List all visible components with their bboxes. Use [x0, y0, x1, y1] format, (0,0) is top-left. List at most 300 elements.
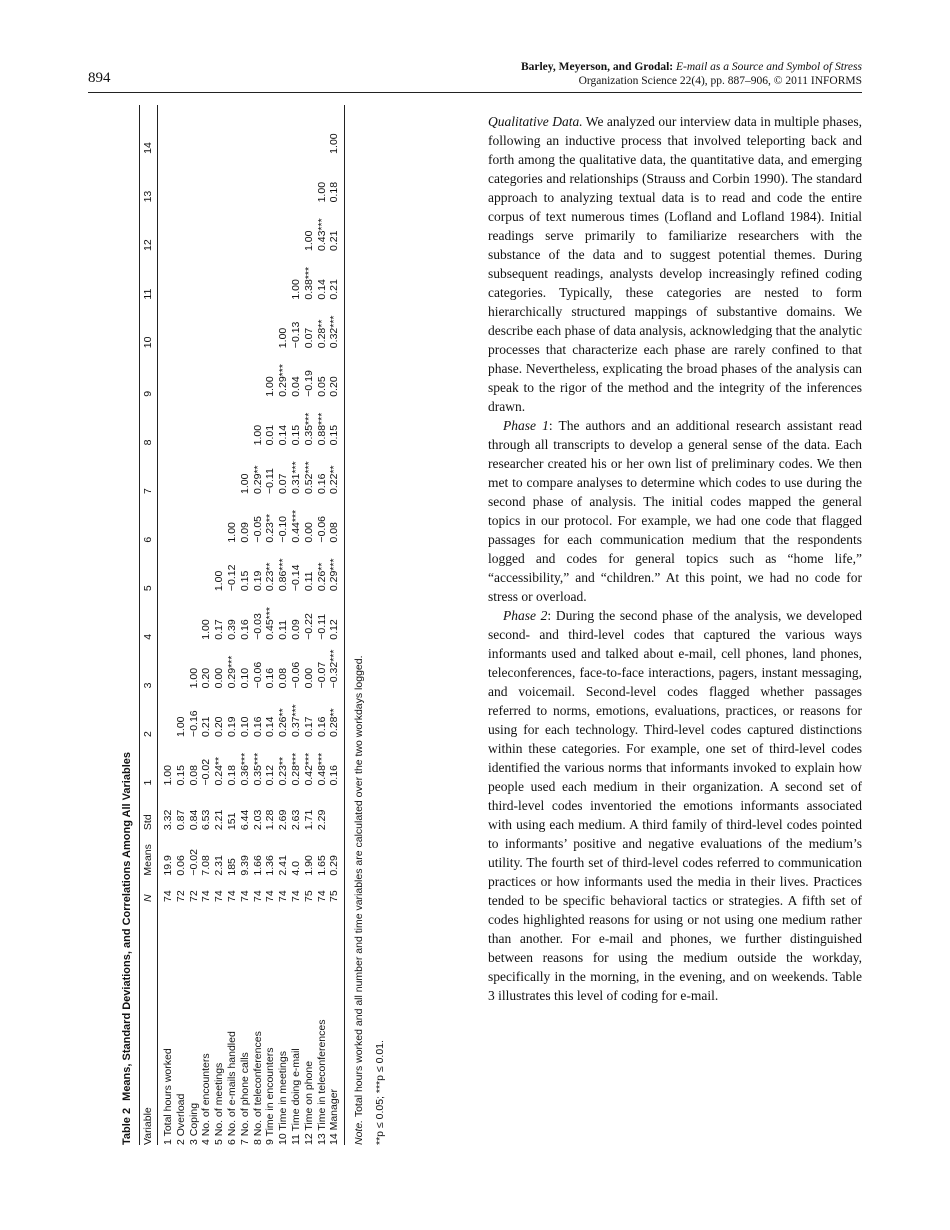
std-cell: 1.28: [264, 809, 277, 831]
corr-cell: [200, 300, 213, 349]
std-cell: 6.44: [238, 809, 251, 831]
corr-cell: [264, 251, 277, 300]
corr-cell: 0.38***: [302, 266, 315, 300]
corr-cell: [277, 105, 290, 154]
corr-cell: 0.28**: [315, 319, 328, 349]
corr-cell: 0.20: [200, 667, 213, 689]
corr-cell: [200, 105, 213, 154]
corr-cell: 1.00: [264, 376, 277, 397]
table-row: [264, 105, 277, 1145]
mean-cell: 1.66: [251, 855, 264, 876]
variable-cell: 10 Time in meetings: [277, 1051, 290, 1145]
table-row: [328, 105, 344, 1145]
corr-cell: [188, 251, 201, 300]
corr-cell: −0.06: [289, 661, 302, 689]
corr-cell: −0.02: [200, 758, 213, 786]
corr-cell: [158, 591, 175, 640]
mean-cell: 7.08: [200, 855, 213, 876]
corr-cell: 0.52***: [302, 461, 315, 494]
corr-cell: [175, 202, 188, 251]
corr-cell: 0.24**: [213, 756, 226, 786]
mean-cell: 1.90: [302, 855, 315, 876]
n-cell: 74: [289, 890, 302, 902]
corr-cell: −0.19: [302, 370, 315, 397]
correlation-table: [139, 105, 345, 1145]
table-note: [352, 105, 366, 1145]
corr-cell: 0.35***: [302, 412, 315, 446]
corr-cell: −0.11: [264, 468, 277, 494]
para1-text: We analyzed our interview data in multiple phases, following an inductive process that involved teleporting back and forth among the qualitative data, the quantitative data, and emerging categories and relationships (Strauss and Corbin 1990). The standard approach to analyzing textual data is to read and code the entire corpus of text numerous times (Lofland and Lofland 1984). Initial readings serve primarily to familiarize researchers with the substance of the data and to suggest potential themes. During subsequent readings, analysts develop increasingly refined coding categories. Typically, these categories are nested to form hierarchically structured mappings of substantive domains. We describe each phase of data analysis, acknowledging that the analytic processes that characterize each phase are rarely confined to that phase. Nevertheless, explicating the broad phases of the analysis can speak to the rigor of the method and the integrity of the inferences drawn.: [488, 114, 862, 414]
corr-cell: 0.29***: [225, 655, 238, 689]
corr-cell: 0.19: [251, 570, 264, 592]
table-header-cell: N: [140, 876, 158, 902]
corr-cell: 0.23**: [264, 513, 277, 543]
corr-cell: [264, 154, 277, 203]
corr-cell: 0.09: [289, 619, 302, 640]
corr-cell: 0.10: [238, 716, 251, 737]
corr-cell: −0.06: [315, 515, 328, 543]
corr-cell: [158, 154, 175, 203]
corr-cell: 0.00: [213, 667, 226, 689]
corr-cell: [175, 397, 188, 446]
table-header-cell: 10: [140, 300, 158, 349]
corr-cell: −0.22: [302, 613, 315, 640]
table-body: [158, 105, 345, 1145]
corr-cell: [277, 251, 290, 300]
corr-cell: [226, 397, 239, 446]
corr-cell: −0.11: [315, 613, 328, 640]
corr-cell: [188, 591, 201, 640]
corr-cell: [158, 445, 175, 494]
table-row: [226, 105, 239, 1145]
paragraph-qualitative-data: [488, 112, 862, 416]
corr-cell: [200, 154, 213, 203]
body-text: [488, 112, 862, 1005]
corr-cell: 1.00: [187, 667, 200, 689]
corr-cell: [158, 494, 175, 543]
corr-cell: 0.21: [200, 716, 213, 737]
table-header-cell: 14: [140, 105, 158, 154]
corr-cell: 0.16: [315, 716, 328, 737]
table-row: [277, 105, 290, 1145]
corr-cell: 0.17: [302, 716, 315, 737]
corr-cell: 0.16: [328, 737, 344, 786]
table-header-cell: Variable: [140, 902, 158, 1145]
corr-cell: 1.00: [315, 181, 328, 203]
corr-cell: [175, 251, 188, 300]
corr-cell: [290, 154, 303, 203]
corr-cell: 0.14: [315, 279, 328, 300]
n-cell: 74: [251, 890, 264, 902]
variable-cell: 14 Manager: [328, 902, 344, 1145]
table-header-cell: 2: [140, 688, 158, 737]
corr-cell: 0.12: [264, 765, 277, 786]
corr-cell: 0.11: [302, 571, 315, 592]
corr-cell: [188, 154, 201, 203]
table-caption: [121, 105, 133, 1145]
std-cell: 1.71: [302, 809, 315, 831]
para2-text: : The authors and an additional research assistant read through all transcripts to develop a general sense of the data. Each researcher created his or her own list of preliminary codes. We then met to compare analyses to determine which codes to use during the second phase of analysis. The initial codes mapped the general topics in our protocol. For example, we had one code that flagged passages for each communication medium that the respondents logged and codes for general topics such as “home life,” “accessibility,” and “children.” At this point, we had no code for stress or overload.: [488, 418, 862, 604]
n-cell: 74: [162, 890, 174, 902]
corr-cell: [213, 105, 226, 154]
corr-cell: [175, 154, 188, 203]
table-row: [290, 105, 303, 1145]
corr-cell: [200, 202, 213, 251]
table-row: [303, 105, 316, 1145]
table-label: Table 2: [121, 1107, 133, 1145]
corr-cell: 0.09: [238, 522, 251, 543]
corr-cell: [188, 397, 201, 446]
corr-cell: [158, 105, 175, 154]
corr-cell: 0.29***: [328, 543, 344, 592]
corr-cell: 0.39: [225, 619, 238, 640]
corr-cell: 1.00: [277, 327, 290, 349]
corr-cell: [188, 543, 201, 592]
corr-cell: [303, 154, 316, 203]
corr-cell: [239, 251, 252, 300]
corr-cell: 0.00: [302, 667, 315, 689]
n-cell: 74: [277, 890, 290, 902]
corr-cell: −0.10: [277, 515, 290, 543]
header-rule: [88, 92, 862, 93]
corr-cell: 0.35***: [251, 752, 264, 786]
corr-cell: 0.11: [277, 620, 290, 640]
corr-cell: 0.16: [264, 667, 277, 689]
corr-cell: 0.43***: [315, 218, 328, 251]
table-header-cell: 9: [140, 348, 158, 397]
page-number: 894: [88, 70, 111, 86]
corr-cell: [188, 445, 201, 494]
std-cell: 0.84: [187, 809, 200, 831]
corr-cell: 0.42***: [302, 752, 315, 786]
corr-cell: 0.18: [225, 765, 238, 786]
corr-cell: [188, 300, 201, 349]
corr-cell: 0.16: [251, 716, 264, 737]
corr-cell: [226, 154, 239, 203]
variable-cell: 7 No. of phone calls: [238, 1052, 251, 1145]
corr-cell: [239, 154, 252, 203]
corr-cell: 0.17: [213, 619, 226, 640]
variable-cell: 11 Time doing e-mail: [289, 1048, 302, 1145]
corr-cell: 0.08: [187, 765, 200, 786]
corr-cell: [277, 202, 290, 251]
corr-cell: [213, 445, 226, 494]
table-header-cell: 4: [140, 591, 158, 640]
corr-cell: 0.14: [277, 424, 290, 446]
corr-cell: 0.28***: [289, 752, 302, 786]
variable-cell: 3 Coping: [187, 1102, 200, 1145]
corr-cell: [252, 348, 265, 397]
note-label: Note.: [353, 1119, 366, 1145]
corr-cell: [264, 202, 277, 251]
corr-cell: [200, 397, 213, 446]
table-row: [158, 105, 175, 1145]
corr-cell: 0.12: [328, 591, 344, 640]
corr-cell: −0.03: [251, 613, 264, 640]
paragraph-phase-2: [488, 606, 862, 1005]
variable-cell: 4 No. of encounters: [200, 1053, 213, 1145]
n-cell: 74: [264, 890, 277, 902]
table-header-row: [140, 105, 158, 1145]
table-header-cell: Means: [140, 830, 158, 876]
std-cell: 2.63: [289, 809, 302, 831]
corr-cell: −0.14: [289, 564, 302, 592]
mean-cell: 19.9: [162, 855, 174, 876]
corr-cell: [175, 445, 188, 494]
table-row: [239, 105, 252, 1145]
corr-cell: [158, 640, 175, 689]
corr-cell: [239, 397, 252, 446]
variable-cell: 9 Time in encounters: [264, 1047, 277, 1145]
corr-cell: [158, 688, 175, 737]
table-2: [121, 105, 421, 1145]
corr-cell: −0.06: [251, 661, 264, 689]
corr-cell: 0.16: [315, 473, 328, 494]
corr-cell: [213, 251, 226, 300]
corr-cell: [252, 105, 265, 154]
corr-cell: 0.15: [174, 765, 187, 786]
corr-cell: 0.28**: [328, 688, 344, 737]
corr-cell: 1.00: [200, 619, 213, 640]
corr-cell: [226, 202, 239, 251]
para1-lead: Qualitative Data.: [488, 114, 583, 129]
corr-cell: [213, 397, 226, 446]
variable-cell: 6 No. of e-mails handled: [225, 1031, 238, 1145]
table-row: [252, 105, 265, 1145]
corr-cell: [175, 494, 188, 543]
table-header-cell: 1: [140, 737, 158, 786]
corr-cell: 0.20: [328, 348, 344, 397]
mean-cell: 0.29: [328, 830, 344, 876]
corr-cell: 1.00: [302, 230, 315, 251]
corr-cell: [303, 105, 316, 154]
corr-cell: 0.88***: [315, 412, 328, 446]
mean-cell: −0.02: [187, 849, 200, 876]
table-header-cell: 13: [140, 154, 158, 203]
corr-cell: 0.01: [264, 424, 277, 446]
para3-lead: Phase 2: [503, 608, 548, 623]
table-row: [175, 105, 188, 1145]
std-cell: 2.03: [251, 809, 264, 831]
std-cell: 151: [225, 812, 238, 831]
table-header-cell: 6: [140, 494, 158, 543]
n-cell: 74: [200, 890, 213, 902]
corr-cell: [188, 202, 201, 251]
corr-cell: [200, 494, 213, 543]
std-cell: 0.87: [174, 809, 187, 831]
mean-cell: 2.41: [277, 855, 290, 876]
table-header-cell: 5: [140, 543, 158, 592]
corr-cell: [226, 105, 239, 154]
header-title: E-mail as a Source and Symbol of Stress: [675, 61, 862, 73]
mean-cell: 1.65: [315, 855, 328, 876]
table-caption-text: Means, Standard Deviations, and Correlations Among All Variables: [121, 752, 133, 1101]
running-header: [521, 60, 862, 88]
corr-cell: 0.14: [264, 716, 277, 737]
corr-cell: 0.20: [213, 716, 226, 737]
table-row: [213, 105, 226, 1145]
variable-cell: 13 Time in teleconferences: [315, 1019, 328, 1145]
mean-cell: 0.06: [174, 855, 187, 876]
corr-cell: [158, 397, 175, 446]
mean-cell: 9.39: [238, 855, 251, 876]
variable-cell: 8 No. of teleconferences: [251, 1031, 264, 1145]
corr-cell: 0.16: [238, 619, 251, 640]
corr-cell: 0.45***: [264, 607, 277, 640]
table-header-cell: 11: [140, 251, 158, 300]
note-text: Total hours worked and all number and time variables are calculated over the two workdays logged.: [353, 655, 366, 1118]
table-header-cell: 8: [140, 397, 158, 446]
corr-cell: 0.22**: [328, 445, 344, 494]
corr-cell: 1.00: [225, 522, 238, 543]
corr-cell: 0.19: [225, 716, 238, 737]
table-row: [188, 105, 201, 1145]
corr-cell: 0.18: [328, 154, 344, 203]
significance-note: **p ≤ 0.05; ***p ≤ 0.01.: [374, 1040, 387, 1145]
std-cell: [328, 786, 344, 831]
corr-cell: [188, 105, 201, 154]
corr-cell: 0.08: [277, 667, 290, 689]
corr-cell: [158, 300, 175, 349]
corr-cell: [290, 105, 303, 154]
corr-cell: [213, 300, 226, 349]
corr-cell: [213, 348, 226, 397]
corr-cell: [200, 251, 213, 300]
corr-cell: [200, 543, 213, 592]
corr-cell: 0.08: [328, 494, 344, 543]
corr-cell: [158, 348, 175, 397]
mean-cell: 4.0: [289, 861, 302, 876]
corr-cell: 0.21: [328, 202, 344, 251]
corr-cell: [239, 202, 252, 251]
corr-cell: 1.00: [213, 570, 226, 592]
corr-cell: 0.26**: [315, 562, 328, 592]
corr-cell: [226, 300, 239, 349]
variable-cell: 5 No. of meetings: [213, 1062, 226, 1145]
n-cell: 72: [174, 890, 187, 902]
table-row: [316, 105, 329, 1145]
corr-cell: 0.32***: [328, 300, 344, 349]
corr-cell: [252, 300, 265, 349]
corr-cell: 0.23**: [277, 756, 290, 786]
corr-cell: [252, 251, 265, 300]
n-cell: 72: [187, 890, 200, 902]
para3-text: : During the second phase of the analysis, we developed second- and third-level codes that captured the various ways informants used and talked about e-mail, cell phones, land phones, teleconferences, face-to-face interactions, pagers, instant messaging, and voicemail. Second-level codes flagged whether passages referred to norms, emotions, evaluations, practices, or reasons for using for each technology. Third-level codes captured distinctions within these categories. For example, one set of third-level codes identified the various norms that informants invoked to explain how people used each medium in their organization. A second set of third-level codes inventoried the emotions informants associated with using each medium. A third family of third-level codes pointed to informants’ positive and negative evaluations of the medium’s utility. The fourth set of third-level codes referred to communication practices or how informants used the media in their lives. Practices tended to be specific behavioral tactics or strategies. A fifth set of codes highlighted reasons for using or not using one medium rather than another. For e-mail and phones, we further distinguished between reasons for using the medium outside the workday, specifically in the morning, in the evening, and on weekends. Table 3 illustrates this level of coding for e-mail.: [488, 608, 862, 1003]
std-cell: 3.32: [162, 809, 174, 831]
corr-cell: 0.37***: [289, 704, 302, 737]
table-header-cell: Std: [140, 786, 158, 831]
corr-cell: 0.86***: [277, 558, 290, 592]
corr-cell: 0.23**: [264, 562, 277, 592]
mean-cell: 1.36: [264, 855, 277, 876]
corr-cell: [213, 202, 226, 251]
corr-cell: [290, 202, 303, 251]
header-authors: Barley, Meyerson, and Grodal:: [520, 61, 674, 73]
corr-cell: 0.07: [277, 473, 290, 494]
n-cell: 74: [213, 890, 226, 902]
corr-cell: [158, 251, 175, 300]
corr-cell: 0.05: [315, 376, 328, 397]
corr-cell: 0.36***: [238, 752, 251, 786]
n-cell: 74: [238, 890, 251, 902]
corr-cell: 1.00: [238, 473, 251, 494]
corr-cell: [264, 105, 277, 154]
std-cell: 2.29: [315, 809, 328, 831]
corr-cell: [252, 154, 265, 203]
corr-cell: [175, 300, 188, 349]
header-journal: Organization Science 22(4), pp. 887–906, © 2011 INFORMS: [578, 75, 862, 87]
variable-cell: 2 Overload: [174, 1093, 187, 1145]
corr-cell: [200, 445, 213, 494]
corr-cell: [213, 154, 226, 203]
corr-cell: [175, 591, 188, 640]
paragraph-phase-1: [488, 416, 862, 606]
corr-cell: −0.12: [225, 564, 238, 592]
corr-cell: 0.31***: [289, 461, 302, 494]
n-cell: 74: [315, 890, 328, 902]
corr-cell: [175, 348, 188, 397]
table-header-cell: 7: [140, 445, 158, 494]
corr-cell: −0.16: [187, 710, 200, 737]
corr-cell: [264, 300, 277, 349]
table-header-cell: 12: [140, 202, 158, 251]
corr-cell: [200, 348, 213, 397]
table-row: [200, 105, 213, 1145]
corr-cell: [239, 105, 252, 154]
n-cell: 74: [225, 890, 238, 902]
corr-cell: 0.15: [328, 397, 344, 446]
corr-cell: −0.32***: [328, 640, 344, 689]
corr-cell: 1.00: [174, 716, 187, 737]
corr-cell: −0.05: [251, 515, 264, 543]
n-cell: 75: [302, 890, 315, 902]
corr-cell: [158, 202, 175, 251]
corr-cell: [175, 543, 188, 592]
corr-cell: [226, 445, 239, 494]
variable-cell: 1 Total hours worked: [162, 1048, 174, 1145]
corr-cell: [175, 105, 188, 154]
corr-cell: [188, 494, 201, 543]
corr-cell: 0.04: [289, 376, 302, 397]
corr-cell: [213, 494, 226, 543]
corr-cell: 0.15: [238, 570, 251, 592]
corr-cell: [188, 348, 201, 397]
corr-cell: [239, 348, 252, 397]
mean-cell: 2.31: [213, 855, 226, 876]
corr-cell: [226, 348, 239, 397]
corr-cell: [226, 251, 239, 300]
corr-cell: 0.29***: [277, 364, 290, 397]
n-cell: 75: [328, 876, 344, 902]
corr-cell: [158, 543, 175, 592]
corr-cell: [239, 300, 252, 349]
corr-cell: −0.13: [289, 321, 302, 349]
std-cell: 6.53: [200, 809, 213, 831]
std-cell: 2.21: [213, 809, 226, 831]
corr-cell: 0.26**: [277, 708, 290, 737]
corr-cell: −0.07: [315, 661, 328, 689]
corr-cell: 0.48***: [315, 752, 328, 786]
corr-cell: 0.44***: [289, 509, 302, 543]
mean-cell: 185: [225, 858, 238, 876]
corr-cell: 0.00: [302, 522, 315, 543]
corr-cell: 1.00: [251, 424, 264, 446]
corr-cell: 1.00: [328, 105, 344, 154]
corr-cell: 1.00: [289, 279, 302, 300]
corr-cell: [316, 105, 329, 154]
corr-cell: 0.21: [328, 251, 344, 300]
corr-cell: 0.29**: [251, 465, 264, 494]
